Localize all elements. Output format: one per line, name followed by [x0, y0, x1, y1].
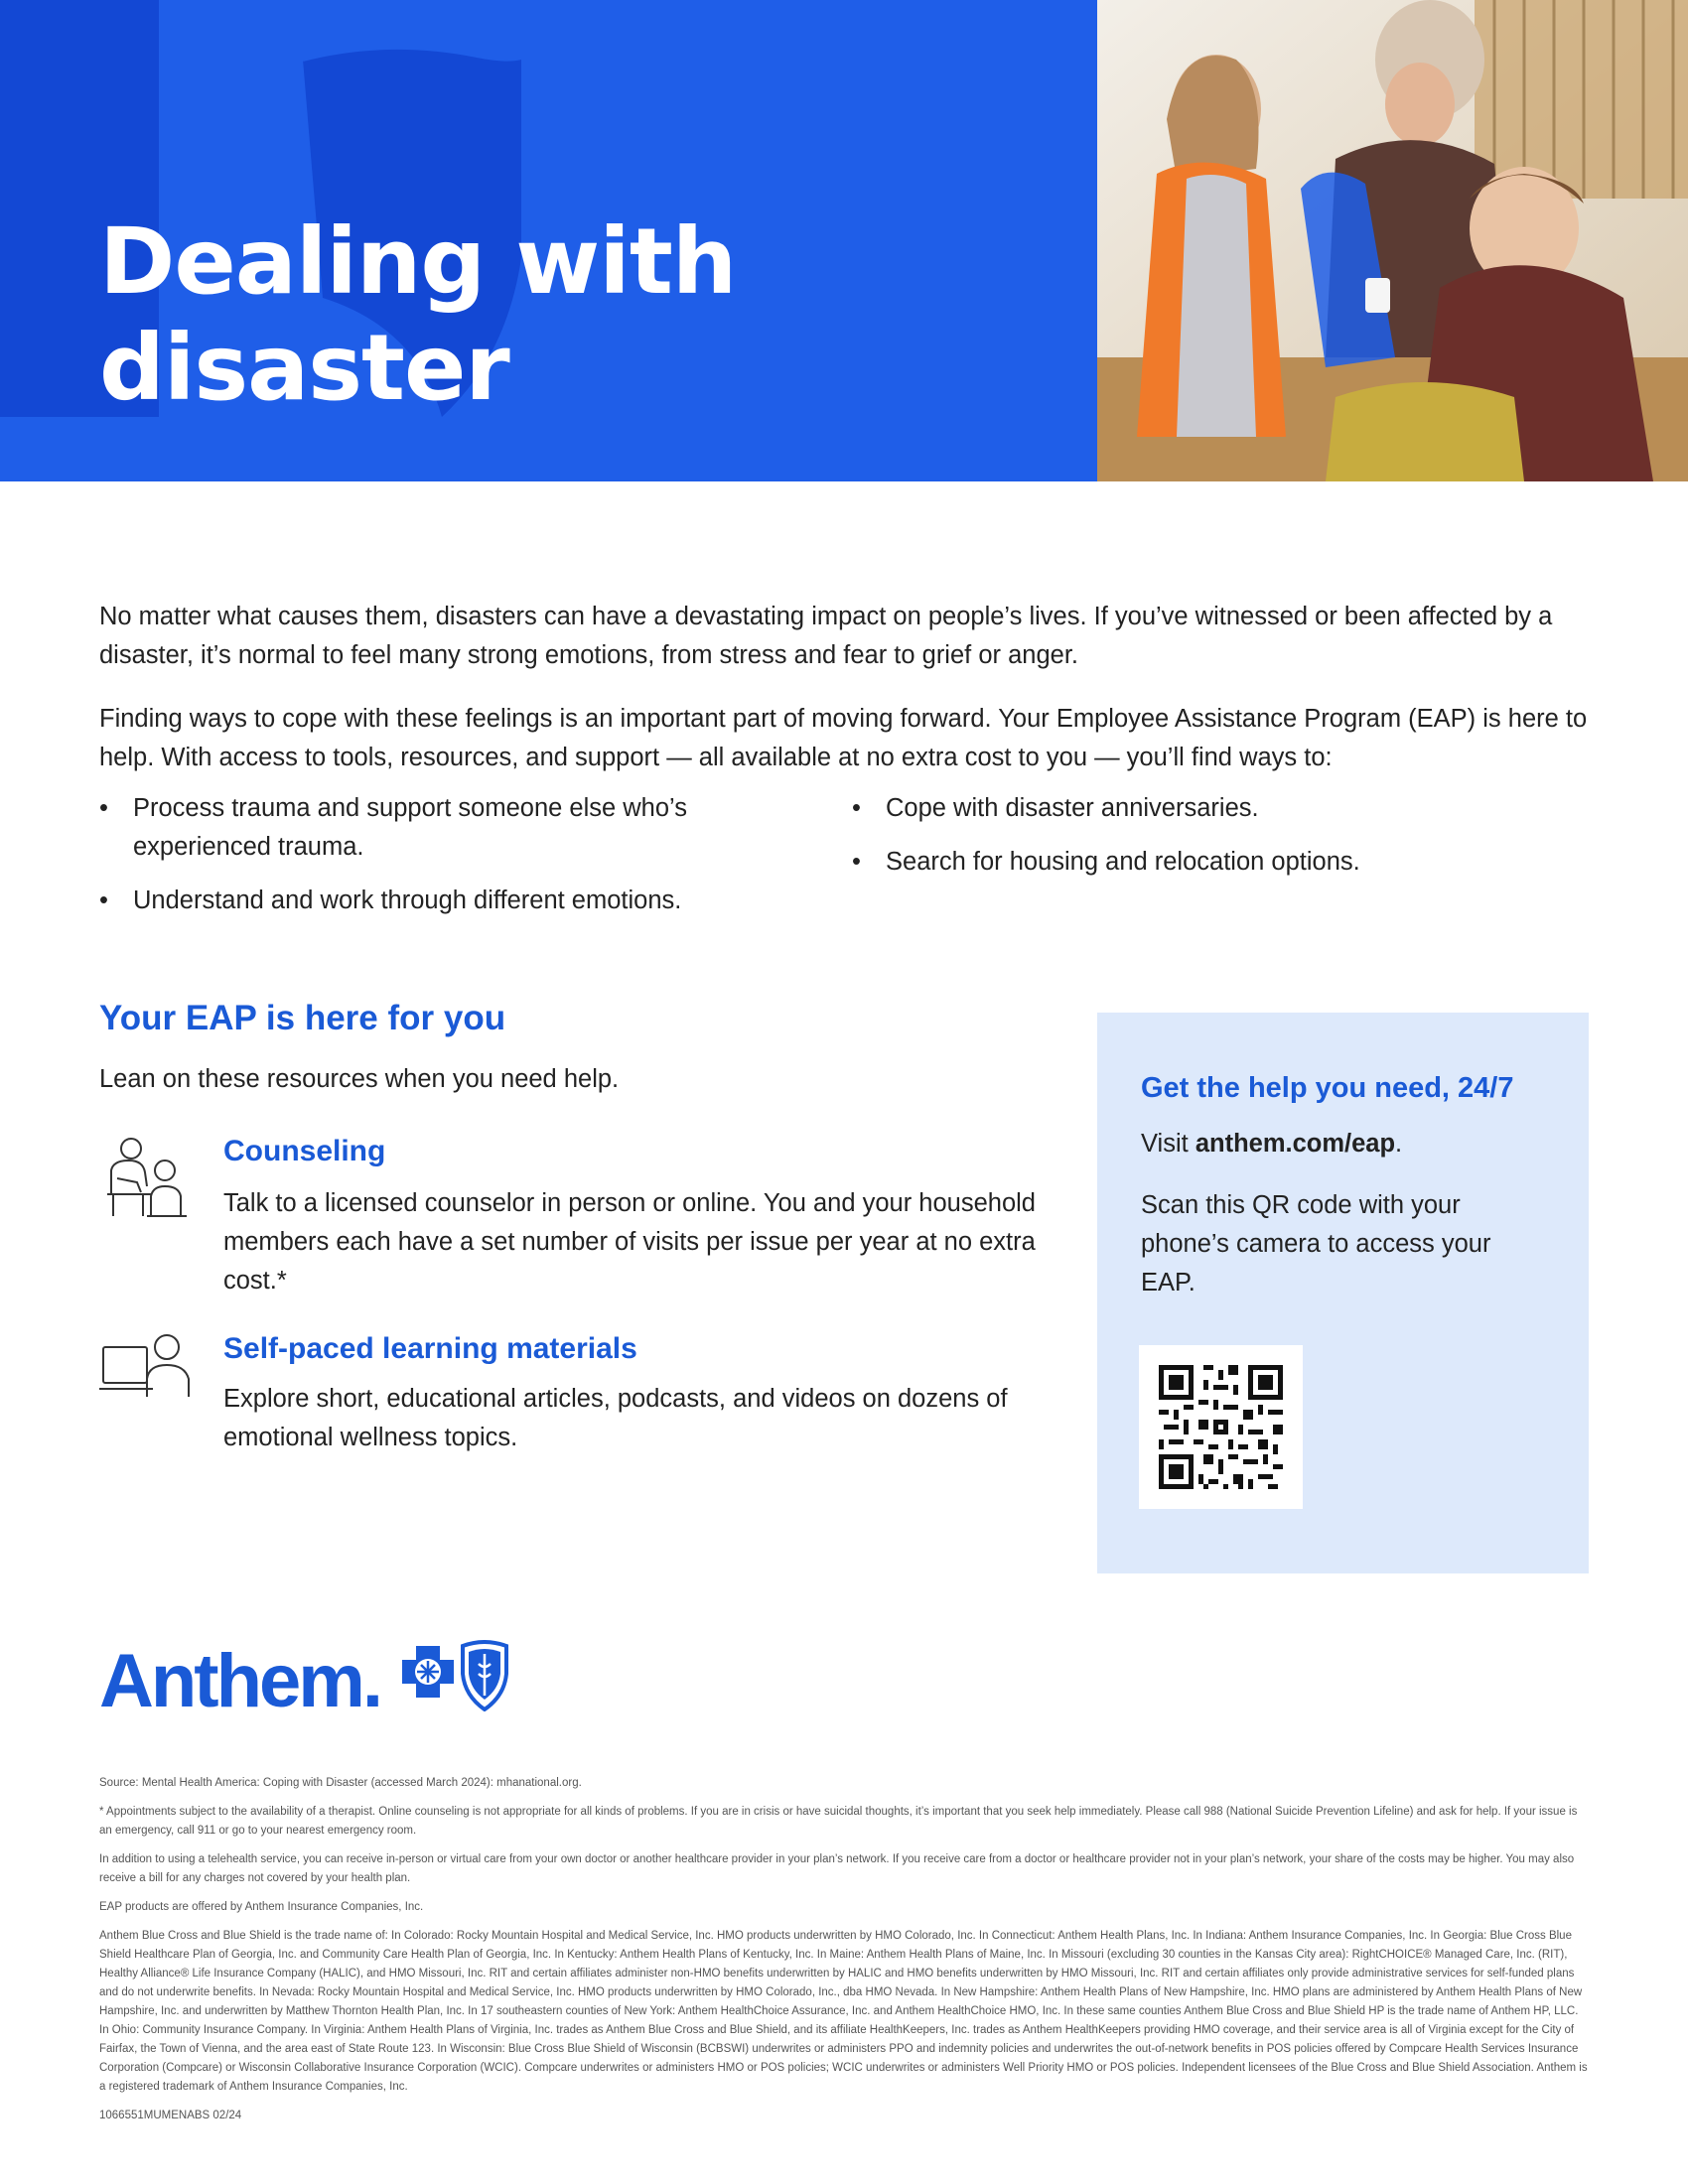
intro-section — [99, 598, 1589, 802]
fine-legal: Anthem Blue Cross and Blue Shield is the trade name of: In Colorado: Rocky Mountain Hospital and Medical Service, Inc. HMO products underwritten by HMO Colorado, Inc. In Connecticut: Anthem Health Plans, Inc. In Indiana: Anthem Insurance Companies, Inc. In Georgia: Blue Cross Blue Shield Healthcare Plan of Georgia, Inc. and Community Care Health Plan of Georgia, Inc. In Kentucky: Anthem Health Plans of Kentucky, Inc. In Maine: Anthem Health Plans of Maine, Inc. In Missouri (excluding 30 counties in the Kansas City area): RightCHOICE® Managed Care, Inc. (RIT), Healthy Alliance® Life Insurance Company (HALIC), and HMO Missouri, Inc. RIT and certain affiliates administer non-HMO benefits underwritten by HALIC and HMO benefits underwritten by HMO Missouri, Inc. RIT and certain affiliates only provide administrative services for self-funded plans and do not underwrite benefits. In Nevada: Rocky Mountain Hospital and Medical Service, Inc. HMO products underwritten by HMO Colorado, Inc., dba HMO Nevada. In New Hampshire: Anthem Health Plans of New Hampshire, Inc. HMO plans are administered by Anthem Health Plans of New Hampshire, Inc. and underwritten by Matthew Thornton Health Plan, Inc. In 17 southeastern counties of New York: Anthem HealthChoice Assurance, Inc. and Anthem HealthChoice HMO, Inc. In these same counties Anthem Blue Cross and Blue Shield HP is the trade name of Anthem HP, LLC. In Ohio: Community Insurance Company. In Virginia: Anthem Health Plans of Virginia, Inc. trades as Anthem Blue Cross and Blue Shield, and its affiliate HealthKeepers, Inc. trades as Anthem HealthKeepers providing HMO coverage, and their service area is all of Virginia except for the City of Fairfax, the Town of Vienna, and the area east of State Route 123. In Wisconsin: Blue Cross Blue Shield of Wisconsin (BCBSWI) underwrites or administers PPO and indemnity policies and underwrites the out-of-network benefits in POS policies offered by Compcare Health Services Insurance Corporation (Compcare) or Wisconsin Collaborative Insurance Corporation (WCIC). Compcare underwrites or administers HMO or POS policies; WCIC underwrites or administers Well Priority HMO or POS policies. Independent licensees of the Blue Cross and Blue Shield Association. Anthem is a registered trademark of Anthem Insurance Companies, Inc. — [99, 1930, 1588, 2093]
hero-blue-panel — [0, 0, 1097, 481]
hero-banner — [0, 0, 1688, 481]
counseling-title: Counseling — [223, 1135, 386, 1167]
help-visit: Visit anthem.com/eap. — [1141, 1130, 1403, 1158]
fine-print — [99, 1774, 1589, 2135]
fine-code: 1066551MUMENABS 02/24 — [99, 2110, 242, 2121]
eap-heading: Your EAP is here for you — [99, 999, 506, 1037]
learning-description: Explore short, educational articles, podcasts, and videos on dozens of emotional wellness topics. — [223, 1385, 1008, 1451]
eap-subheading: Lean on these resources when you need help. — [99, 1065, 620, 1093]
learning-icon — [99, 1333, 195, 1399]
bullet-list-left — [99, 789, 774, 935]
help-panel — [1097, 1013, 1589, 1573]
intro-paragraph-1: No matter what causes them, disasters can have a devastating impact on people’s lives. If you’ve witnessed or been affected by a disaster, it’s normal to feel many strong emotions, from stress and fear to grief or anger. — [99, 603, 1553, 669]
qr-code[interactable] — [1139, 1345, 1303, 1509]
fine-offered: EAP products are offered by Anthem Insurance Companies, Inc. — [99, 1901, 424, 1913]
fine-appointments: * Appointments subject to the availability of a therapist. Online counseling is not appropriate for all kinds of problems. If you are in crisis or have suicidal thoughts, it’s important that you seek help immediately. Please call 988 (National Suicide Prevention Lifeline) and ask for help. If your issue is an emergency, call 911 or go to your nearest emergency room. — [99, 1806, 1578, 1837]
hero-photo — [1097, 0, 1688, 481]
help-title: Get the help you need, 24/7 — [1141, 1072, 1514, 1104]
fine-telehealth: In addition to using a telehealth service, you can receive in-person or virtual care from your own doctor or another healthcare provider in your plan’s network. If you receive care from a doctor or healthcare provider not in your plan’s network, your share of the costs may be higher. You may also receive a bill for any charges not covered by your health plan. — [99, 1853, 1575, 1884]
intro-paragraph-2: Finding ways to cope with these feelings is an important part of moving forward. Your Employee Assistance Program (EAP) is here to help. With access to tools, resources, and support — all available at no extra cost to you — you’ll find ways to: — [99, 705, 1588, 771]
fine-source: Source: Mental Health America: Coping with Disaster (accessed March 2024): mhanational.org. — [99, 1777, 582, 1789]
list-item: • Cope with disaster anniversaries. — [852, 794, 1259, 822]
family-photo-illustration — [1097, 0, 1688, 481]
list-item: • Process trauma and support someone else who’s experienced trauma. — [99, 794, 687, 861]
eap-link[interactable]: anthem.com/eap — [1195, 1130, 1396, 1158]
bullet-list-right — [852, 789, 1527, 896]
learning-title: Self-paced learning materials — [223, 1332, 637, 1365]
help-scan-text: Scan this QR code with your phone’s camera to access your EAP. — [1141, 1191, 1491, 1297]
list-item: • Search for housing and relocation options. — [852, 848, 1360, 876]
blue-shield-icon — [459, 1640, 510, 1711]
counseling-icon — [99, 1135, 191, 1222]
page-title: Dealing with disaster — [99, 208, 737, 421]
logo-text: Anthem. — [99, 1639, 380, 1723]
qr-code-pattern — [1139, 1345, 1303, 1509]
counseling-description: Talk to a licensed counselor in person or online. You and your household members each have a set number of visits per issue per year at no extra cost.* — [223, 1189, 1036, 1295]
list-item: • Understand and work through different emotions. — [99, 887, 682, 914]
